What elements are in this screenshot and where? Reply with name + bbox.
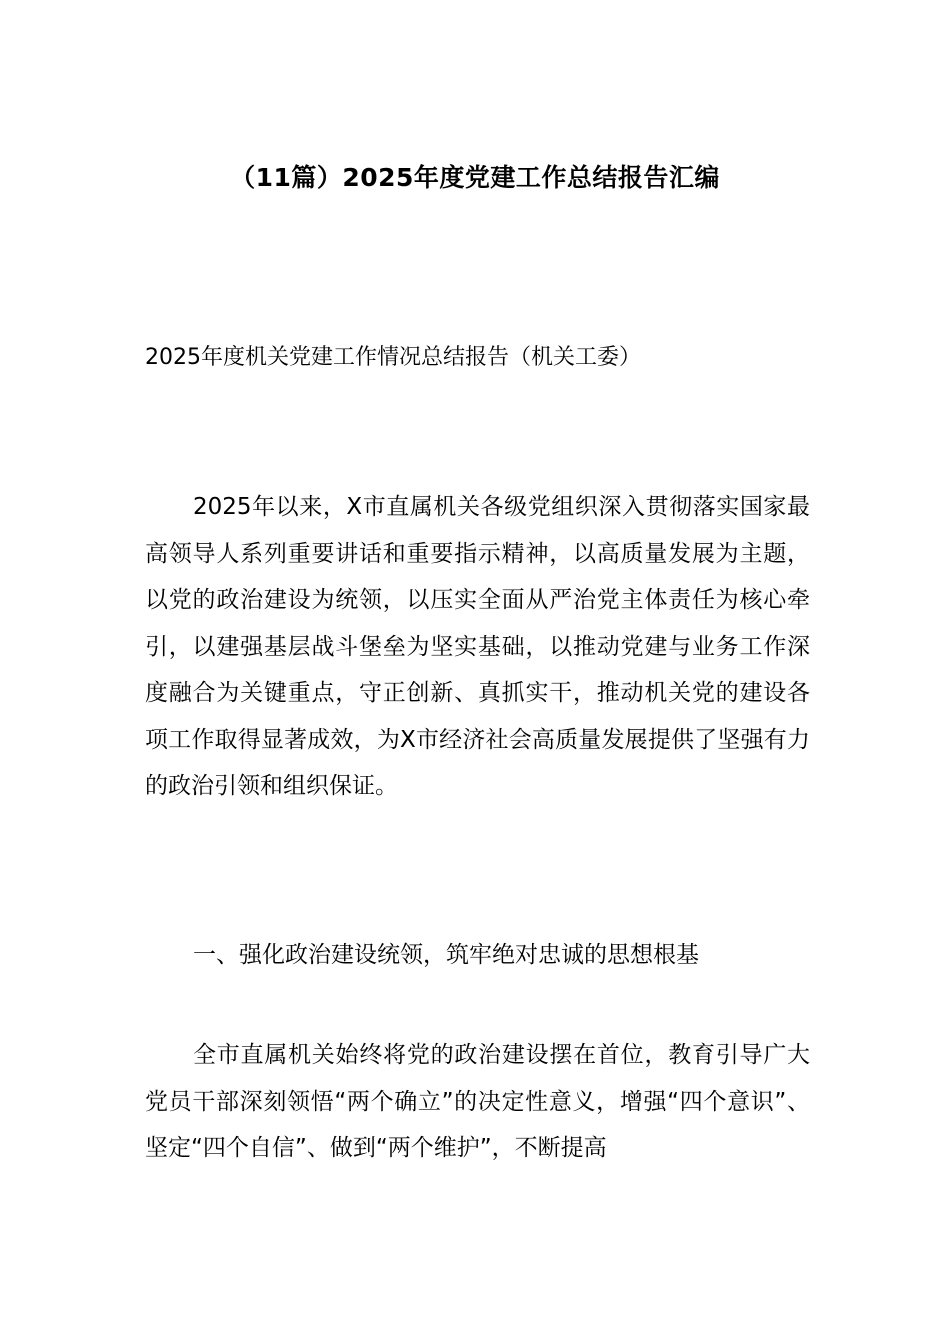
intro-paragraph: 2025年以来，X市直属机关各级党组织深入贯彻落实国家最高领导人系列重要讲话和重要指示精神，以高质量发展为主题，以党的政治建设为统领，以压实全面从严治党主体责任为核心牵引，以建强基层战斗堡垒为坚实基础，以推动党建与业务工作深度融合为关键重点，守正创新、真抓实干，推动机关党的建设各项工作取得显著成效，为X市经济社会高质量发展提供了坚强有力的政治引领和组织保证。 xyxy=(145,494,810,799)
section-heading-1: 一、强化政治建设统领，筑牢绝对忠诚的思想根基 xyxy=(193,942,699,968)
report-subtitle: 2025年度机关党建工作情况总结报告（机关工委） xyxy=(145,345,641,370)
section-1-paragraph: 全市直属机关始终将党的政治建设摆在首位，教育引导广大党员干部深刻领悟“两个确立”的决定性意义，增强“四个意识”、坚定“四个自信”、做到“两个维护”，不断提高 xyxy=(145,1042,810,1161)
document-title: （11篇）2025年度党建工作总结报告汇编 xyxy=(230,163,720,192)
